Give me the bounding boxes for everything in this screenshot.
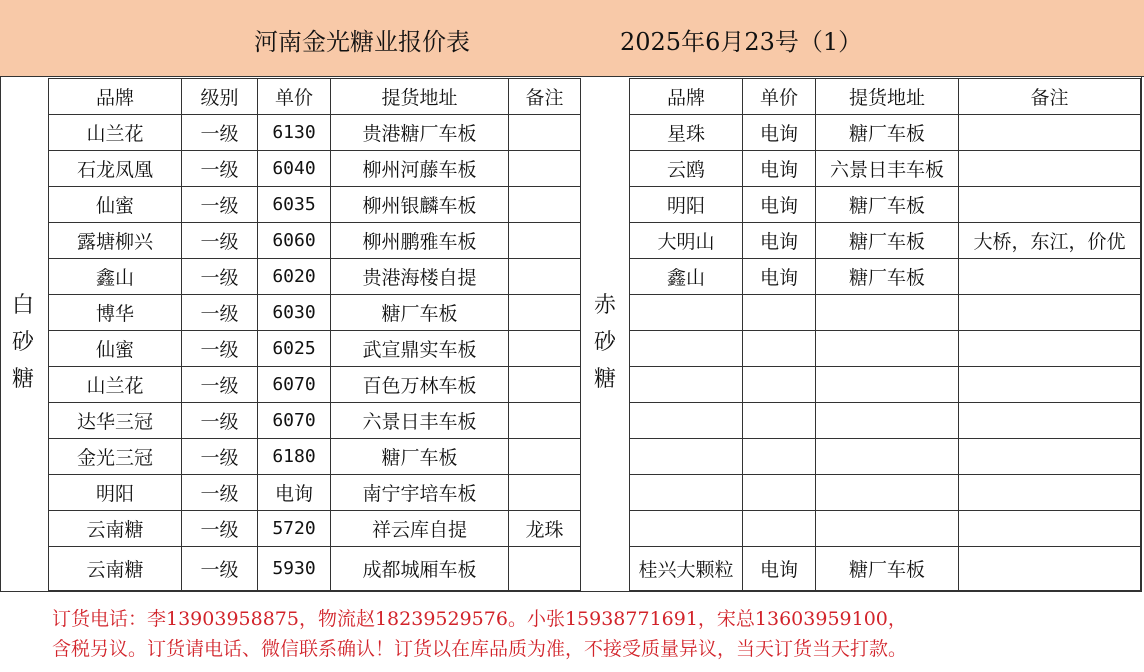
column-header: 备注	[509, 79, 581, 115]
table-row	[49, 259, 581, 295]
table-cell: 大桥，东江，价优	[959, 223, 1141, 259]
table-cell: 6130	[258, 115, 331, 151]
table-cell	[630, 367, 743, 403]
table-row	[630, 187, 1141, 223]
table-cell	[743, 331, 816, 367]
table-cell	[509, 151, 581, 187]
column-header: 品牌	[49, 79, 182, 115]
table-cell	[959, 403, 1141, 439]
table-cell: 一级	[182, 475, 258, 511]
red-sugar-label-char: 赤	[593, 293, 616, 318]
table-cell	[630, 331, 743, 367]
table-cell	[509, 331, 581, 367]
table-cell: 祥云库自提	[331, 511, 509, 547]
red-sugar-label-char: 砂	[593, 330, 616, 355]
table-cell: 柳州银麟车板	[331, 187, 509, 223]
table-cell	[509, 367, 581, 403]
table-cell	[509, 439, 581, 475]
table-cell: 鑫山	[630, 259, 743, 295]
report-header	[0, 0, 1144, 77]
table-cell: 电询	[743, 187, 816, 223]
table-cell: 6060	[258, 223, 331, 259]
table-cell: 露塘柳兴	[49, 223, 182, 259]
table-cell: 6025	[258, 331, 331, 367]
table-cell: 5720	[258, 511, 331, 547]
table-cell: 云南糖	[49, 547, 182, 591]
header-row	[49, 79, 581, 115]
table-row	[49, 295, 581, 331]
table-cell: 达华三冠	[49, 403, 182, 439]
table-cell: 6020	[258, 259, 331, 295]
table-cell	[509, 115, 581, 151]
table-cell	[959, 115, 1141, 151]
table-cell: 一级	[182, 439, 258, 475]
table-cell: 南宁宇培车板	[331, 475, 509, 511]
table-cell: 6035	[258, 187, 331, 223]
table-cell	[509, 475, 581, 511]
table-cell: 6070	[258, 367, 331, 403]
table-cell: 一级	[182, 511, 258, 547]
table-cell: 云南糖	[49, 511, 182, 547]
table-cell: 糖厂车板	[816, 547, 959, 591]
table-row	[49, 547, 581, 591]
column-header: 备注	[959, 79, 1141, 115]
table-cell	[959, 259, 1141, 295]
table-cell: 明阳	[49, 475, 182, 511]
white-sugar-label	[4, 287, 42, 398]
white-sugar-label-char: 砂	[11, 330, 34, 355]
column-header: 级别	[182, 79, 258, 115]
table-row	[49, 367, 581, 403]
table-cell: 成都城厢车板	[331, 547, 509, 591]
table-cell: 糖厂车板	[816, 187, 959, 223]
table-cell	[959, 187, 1141, 223]
table-cell: 百色万林车板	[331, 367, 509, 403]
table-cell: 六景日丰车板	[331, 403, 509, 439]
table-cell: 石龙凤凰	[49, 151, 182, 187]
table-row	[630, 151, 1141, 187]
table-cell	[743, 439, 816, 475]
table-cell: 一级	[182, 547, 258, 591]
table-cell: 博华	[49, 295, 182, 331]
table-cell	[630, 295, 743, 331]
table-row	[49, 115, 581, 151]
table-cell	[509, 295, 581, 331]
table-row	[630, 331, 1141, 367]
column-header: 提货地址	[331, 79, 509, 115]
table-row	[49, 475, 581, 511]
table-cell: 电询	[743, 151, 816, 187]
table-cell: 一级	[182, 295, 258, 331]
table-cell: 糖厂车板	[816, 259, 959, 295]
table-cell: 山兰花	[49, 115, 182, 151]
table-cell: 金光三冠	[49, 439, 182, 475]
table-cell	[959, 331, 1141, 367]
table-cell	[959, 511, 1141, 547]
table-cell	[509, 259, 581, 295]
report-date: 2025年6月23号（1）	[620, 28, 863, 56]
table-cell: 明阳	[630, 187, 743, 223]
contact-footer	[52, 604, 1132, 664]
red-sugar-table	[629, 78, 1141, 591]
table-cell	[816, 475, 959, 511]
table-cell	[630, 511, 743, 547]
table-cell	[959, 151, 1141, 187]
table-cell: 桂兴大颗粒	[630, 547, 743, 591]
white-sugar-table	[48, 78, 581, 591]
table-row	[49, 223, 581, 259]
table-cell: 柳州河藤车板	[331, 151, 509, 187]
footer-line-1: 订货电话：李13903958875，物流赵18239529576。小张15938771691，宋总13603959100，	[52, 608, 907, 630]
table-cell	[816, 403, 959, 439]
table-cell: 贵港糖厂车板	[331, 115, 509, 151]
table-cell: 一级	[182, 259, 258, 295]
red-sugar-label	[586, 287, 624, 398]
table-cell	[959, 367, 1141, 403]
table-cell: 一级	[182, 367, 258, 403]
table-cell	[959, 547, 1141, 591]
table-cell	[743, 367, 816, 403]
table-row	[630, 439, 1141, 475]
table-cell: 星珠	[630, 115, 743, 151]
table-cell	[509, 403, 581, 439]
table-cell: 电询	[743, 115, 816, 151]
column-header: 提货地址	[816, 79, 959, 115]
table-cell: 一级	[182, 115, 258, 151]
table-cell	[743, 403, 816, 439]
table-row	[630, 403, 1141, 439]
table-cell: 一级	[182, 223, 258, 259]
table-cell: 一级	[182, 151, 258, 187]
table-cell: 电询	[743, 259, 816, 295]
table-row	[630, 547, 1141, 591]
table-cell	[630, 403, 743, 439]
table-cell: 仙蜜	[49, 187, 182, 223]
table-cell	[816, 367, 959, 403]
table-cell	[743, 475, 816, 511]
table-row	[49, 403, 581, 439]
header-row	[630, 79, 1141, 115]
table-cell	[509, 223, 581, 259]
table-cell: 5930	[258, 547, 331, 591]
white-sugar-label-char: 白	[11, 293, 34, 318]
table-row	[630, 259, 1141, 295]
table-cell	[959, 475, 1141, 511]
table-cell: 一级	[182, 187, 258, 223]
table-cell	[959, 439, 1141, 475]
table-row	[630, 475, 1141, 511]
table-cell: 电询	[743, 223, 816, 259]
table-cell	[816, 295, 959, 331]
table-cell: 鑫山	[49, 259, 182, 295]
table-cell	[509, 547, 581, 591]
table-row	[49, 151, 581, 187]
table-cell: 龙珠	[509, 511, 581, 547]
table-cell: 电询	[743, 547, 816, 591]
table-cell	[959, 295, 1141, 331]
table-cell: 糖厂车板	[816, 223, 959, 259]
table-row	[49, 511, 581, 547]
table-row	[630, 223, 1141, 259]
column-header: 单价	[258, 79, 331, 115]
footer-line-2: 含税另议。订货请电话、微信联系确认！订货以在库品质为准，不接受质量异议，当天订货当天打款。	[52, 638, 908, 660]
column-header: 单价	[743, 79, 816, 115]
table-cell	[630, 475, 743, 511]
report-title: 河南金光糖业报价表	[254, 28, 470, 56]
table-cell: 6070	[258, 403, 331, 439]
table-cell	[816, 511, 959, 547]
table-cell: 云鸥	[630, 151, 743, 187]
table-cell: 柳州鹏雅车板	[331, 223, 509, 259]
table-cell	[816, 439, 959, 475]
table-cell: 糖厂车板	[816, 115, 959, 151]
table-cell: 一级	[182, 331, 258, 367]
table-cell	[630, 439, 743, 475]
table-cell: 大明山	[630, 223, 743, 259]
table-row	[630, 511, 1141, 547]
table-cell	[743, 295, 816, 331]
table-cell: 六景日丰车板	[816, 151, 959, 187]
table-row	[630, 367, 1141, 403]
table-cell	[509, 187, 581, 223]
table-cell: 仙蜜	[49, 331, 182, 367]
table-cell: 贵港海楼自提	[331, 259, 509, 295]
table-cell: 糖厂车板	[331, 295, 509, 331]
table-cell: 糖厂车板	[331, 439, 509, 475]
table-cell: 6030	[258, 295, 331, 331]
table-row	[630, 295, 1141, 331]
table-cell	[816, 331, 959, 367]
table-cell: 一级	[182, 403, 258, 439]
white-sugar-label-char: 糖	[11, 367, 34, 392]
table-row	[49, 187, 581, 223]
table-cell	[743, 511, 816, 547]
table-cell: 6040	[258, 151, 331, 187]
table-cell: 电询	[258, 475, 331, 511]
table-cell: 武宣鼎实车板	[331, 331, 509, 367]
table-row	[49, 331, 581, 367]
table-cell: 6180	[258, 439, 331, 475]
column-header: 品牌	[630, 79, 743, 115]
table-row	[49, 439, 581, 475]
table-row	[630, 115, 1141, 151]
table-cell: 山兰花	[49, 367, 182, 403]
red-sugar-label-char: 糖	[593, 367, 616, 392]
